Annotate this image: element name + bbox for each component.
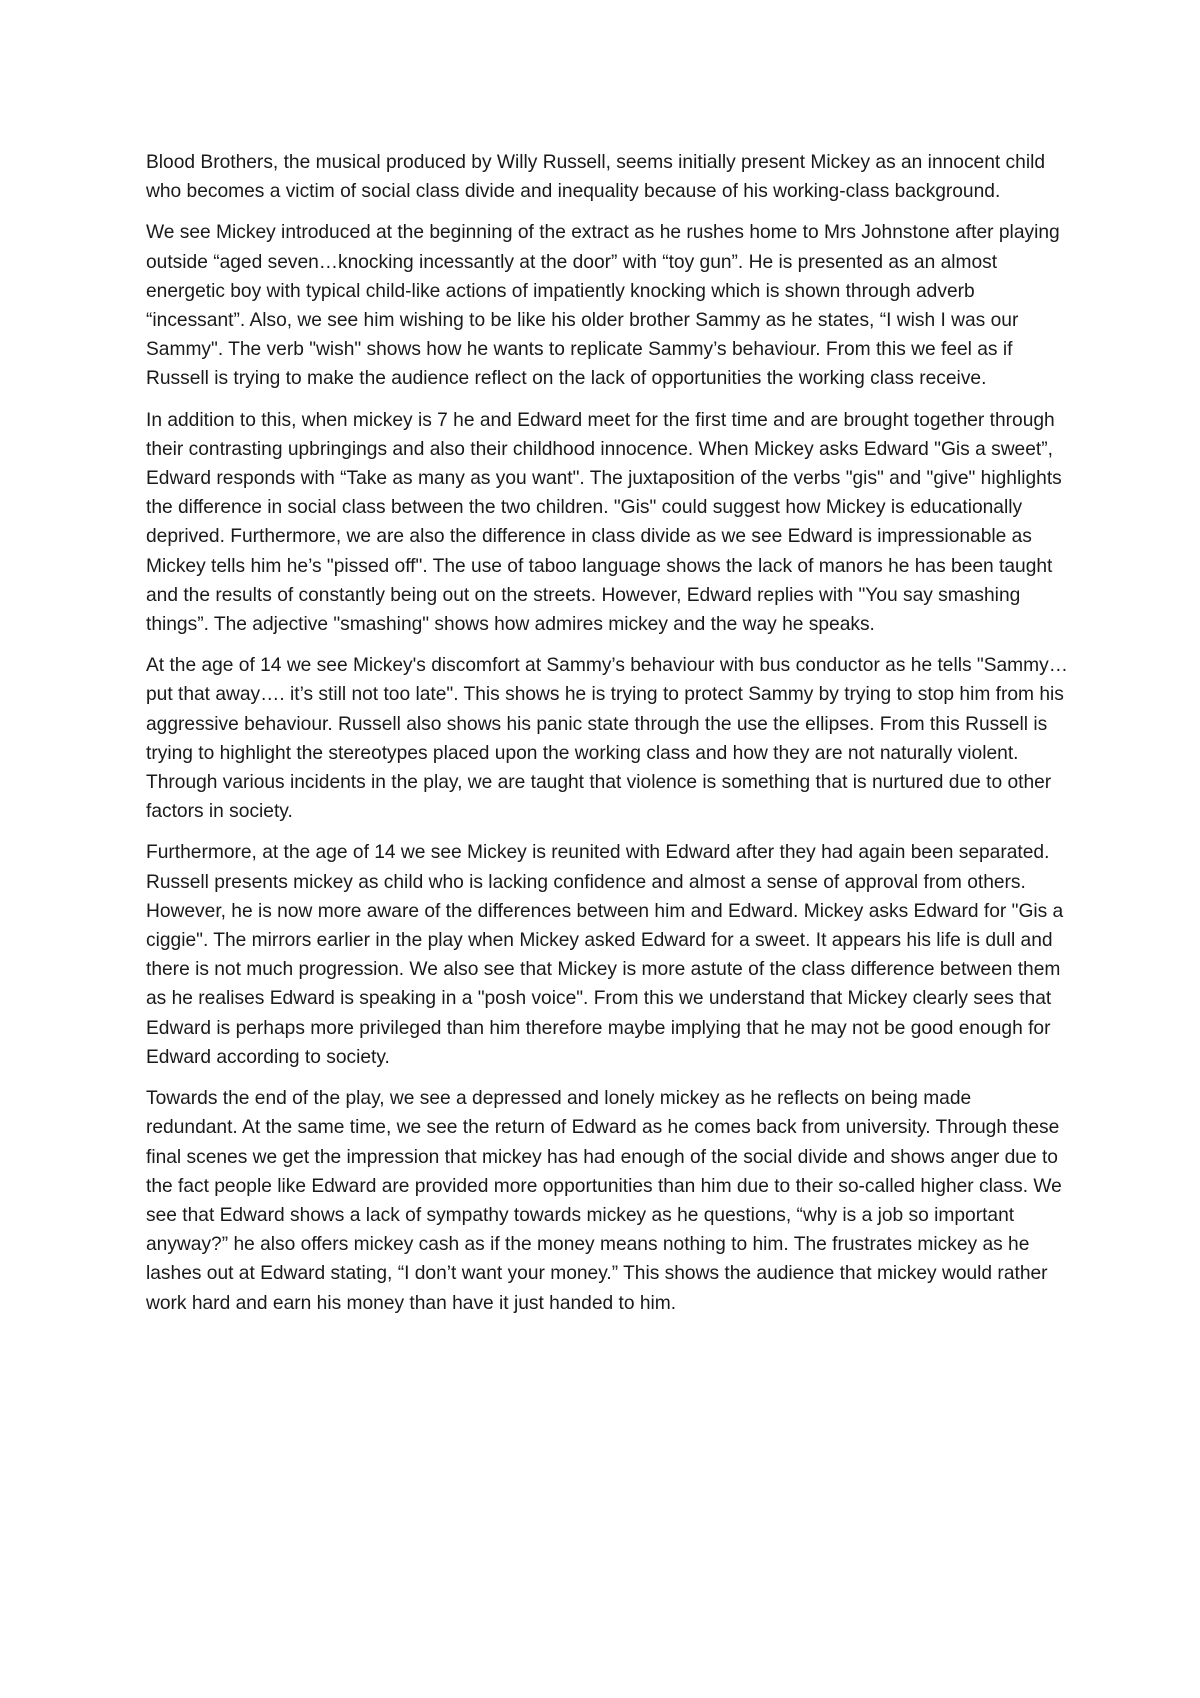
paragraph-end-of-play: Towards the end of the play, we see a depressed and lonely mickey as he reflects on being made redundant. At the same time, we see the return of Edward as he comes back from university. Through these final scenes we get the impression that mickey has had enough of the social divide and shows anger due to the fact people like Edward are provided more opportunities than him due to their so-called higher class. We see that Edward shows a lack of sympathy towards mickey as he questions, “why is a job so important anyway?” he also offers mickey cash as if the money means nothing to him. The frustrates mickey as he lashes out at Edward stating, “I don’t want your money.” This shows the audience that mickey would rather work hard and earn his money than have it just handed to him. [146,1088,1062,1314]
paragraph-age-14-bus: At the age of 14 we see Mickey's discomfort at Sammy’s behaviour with bus conductor as he tells "Sammy…put that away…. it’s still not too late". This shows he is trying to protect Sammy by trying to stop him from his aggressive behaviour. Russell also shows his panic state through the use the ellipses. From this Russell is trying to highlight the stereotypes placed upon the working class and how they are not naturally violent. Through various incidents in the play, we are taught that violence is something that is nurtured due to other factors in society. [146,655,1068,823]
paragraph-mickey-introduced: We see Mickey introduced at the beginning of the extract as he rushes home to Mrs Johnstone after playing outside “aged seven…knocking incessantly at the door” with “toy gun”. He is presented as an almost energetic boy with typical child-like actions of impatiently knocking which is shown through adverb “incessant”. Also, we see him wishing to be like his older brother Sammy as he states, “I wish I was our Sammy". The verb "wish" shows how he wants to replicate Sammy’s behaviour. From this we feel as if Russell is trying to make the audience reflect on the lack of opportunities the working class receive. [146,222,1060,390]
paragraph-intro: Blood Brothers, the musical produced by Willy Russell, seems initially present Mickey as an innocent child who becomes a victim of social class divide and inequality because of his working-class background. [146,152,1046,203]
paragraph-mickey-edward-meet: In addition to this, when mickey is 7 he and Edward meet for the first time and are brought together through their contrasting upbringings and also their childhood innocence. When Mickey asks Edward "Gis a sweet”, Edward responds with “Take as many as you want". The juxtaposition of the verbs "gis" and "give" highlights the difference in social class between the two children. "Gis" could suggest how Mickey is educationally deprived. Furthermore, we are also the difference in class divide as we see Edward is impressionable as Mickey tells him he’s "pissed off". The use of taboo language shows the lack of manors he has been taught and the results of constantly being out on the streets. However, Edward replies with "You say smashing things”. The adjective "smashing" shows how admires mickey and the way he speaks. [146,409,1062,636]
paragraph-age-14-reunited: Furthermore, at the age of 14 we see Mickey is reunited with Edward after they had again been separated. Russell presents mickey as child who is lacking confidence and almost a sense of approval from others. However, he is now more aware of the differences between him and Edward. Mickey asks Edward for "Gis a ciggie". The mirrors earlier in the play when Mickey asked Edward for a sweet. It appears his life is dull and there is not much progression. We also see that Mickey is more astute of the class difference between them as he realises Edward is speaking in a "posh voice". From this we understand that Mickey clearly sees that Edward is perhaps more privileged than him therefore maybe implying that he may not be good enough for Edward according to society. [146,842,1064,1068]
essay-body [146,148,1068,1330]
